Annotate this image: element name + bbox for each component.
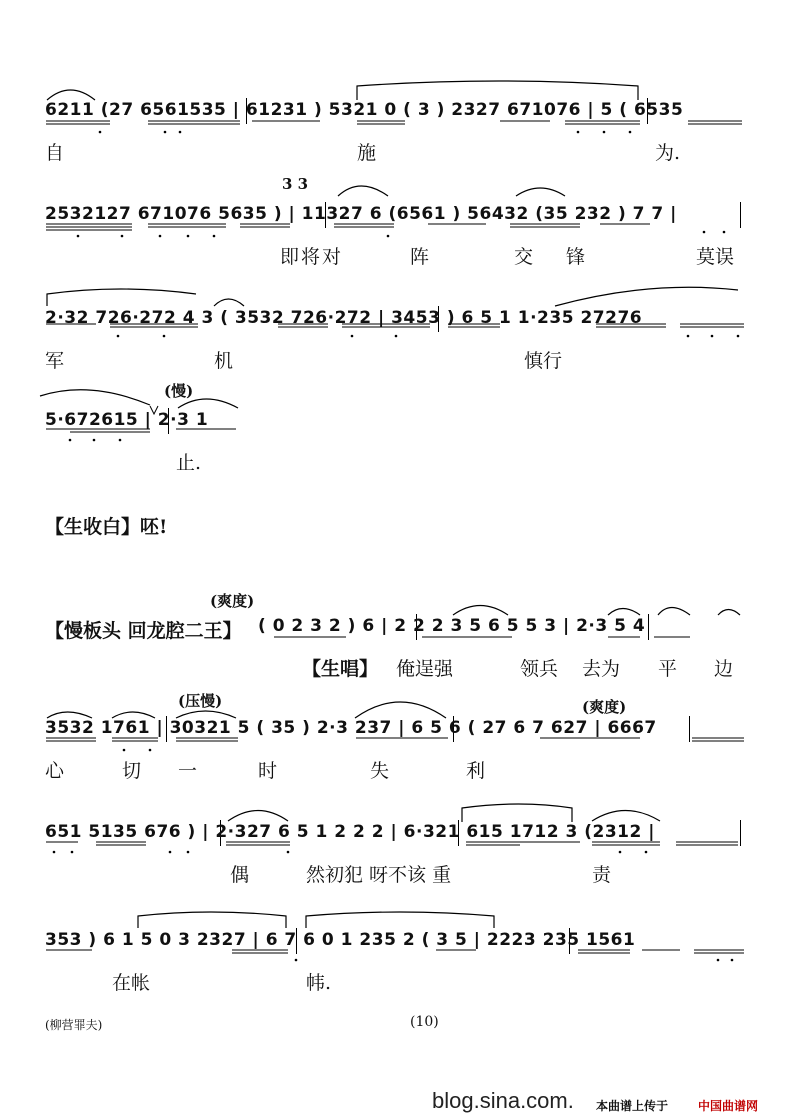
lyric: 军	[45, 350, 65, 372]
lyric: 锋	[566, 246, 586, 268]
notation-line-5: ( 0 2 3 2 ) 6 | 2 2 2 3 5 6 5 5 3 | 2·3 5 4	[258, 616, 646, 636]
lyric: 慎行	[524, 350, 563, 372]
lyric: 一	[178, 760, 198, 782]
barline	[740, 202, 741, 228]
lyric: 即将对	[280, 246, 344, 268]
lyric: 机	[214, 350, 234, 372]
watermark-blog: blog.sina.com.	[432, 1088, 574, 1113]
notation-line-6: 3532 1761 | 30321 5 ( 35 ) 2·3 237 | 6 5 6 ( 27 6 7 627 | 6667	[45, 718, 657, 738]
notation-line-3: 2·32 726·272 4 3 ( 3532 726·272 | 3453 ) 6 5 1 1·235 27276	[45, 308, 643, 328]
notation-line-4: 5·672615 | 2·3 1	[45, 410, 209, 430]
lyric: 领兵	[520, 658, 559, 680]
barline	[689, 716, 690, 742]
tempo-mark: (爽度)	[210, 592, 255, 610]
lyric: 边	[714, 658, 734, 680]
lyric: 心	[45, 760, 65, 782]
lyric: 止.	[176, 452, 202, 474]
lyric: 莫误	[696, 246, 735, 268]
lyric: 为.	[655, 142, 681, 164]
tempo-mark: (压慢)	[178, 692, 223, 710]
barline	[740, 820, 741, 846]
lyric: 平	[658, 658, 678, 680]
lyric: 失	[370, 760, 390, 782]
lyric: 时	[258, 760, 278, 782]
tempo-mark: (慢)	[164, 382, 194, 400]
lyric: 自	[45, 142, 65, 164]
lyric: 在帐	[112, 972, 151, 994]
lyric: 利	[466, 760, 486, 782]
spoken-line: 【生收白】呸!	[45, 516, 168, 538]
section-label: 【慢板头 回龙腔二王】	[45, 620, 242, 642]
lyric: 帏.	[306, 972, 332, 994]
lyric: 施	[357, 142, 377, 164]
lyric: 阵	[410, 246, 430, 268]
watermark-site-logo: 中国曲谱网	[698, 1099, 759, 1113]
tempo-mark: (爽度)	[582, 698, 627, 716]
lyric: 交	[514, 246, 534, 268]
lyric: 然初犯 呀不该 重	[306, 864, 452, 886]
lyric: 责	[592, 864, 612, 886]
notation-line-1: 6211 (27 6561535 | 61231 ) 5321 0 ( 3 ) 2327 671076 | 5 ( 6535	[45, 100, 684, 120]
small-notes-mark: 3 3	[282, 175, 309, 193]
page-number: (10)	[410, 1014, 439, 1030]
notation-line-2: 2532127 671076 5635 ) | 11327 6 (6561 ) 56432 (35 232 ) 7 7 |	[45, 204, 677, 224]
lyric: 俺逞强	[396, 658, 454, 680]
watermark-upload-text: 本曲谱上传于	[596, 1099, 669, 1113]
lyric: 切	[122, 760, 142, 782]
lyric: 去为	[582, 658, 621, 680]
notation-line-8: 353 ) 6 1 5 0 3 2327 | 6 7 6 0 1 235 2 ( 3 5 | 2223 235 1561	[45, 930, 636, 950]
barline	[648, 614, 649, 640]
lyric: 偶	[230, 864, 250, 886]
notation-line-7: 651 5135 676 ) | 2·327 6 5 1 2 2 2 | 6·321 615 1712 3 (2312 |	[45, 822, 655, 842]
footer-title: (柳营罪夫)	[45, 1018, 103, 1032]
singer-label: 【生唱】	[302, 658, 379, 680]
